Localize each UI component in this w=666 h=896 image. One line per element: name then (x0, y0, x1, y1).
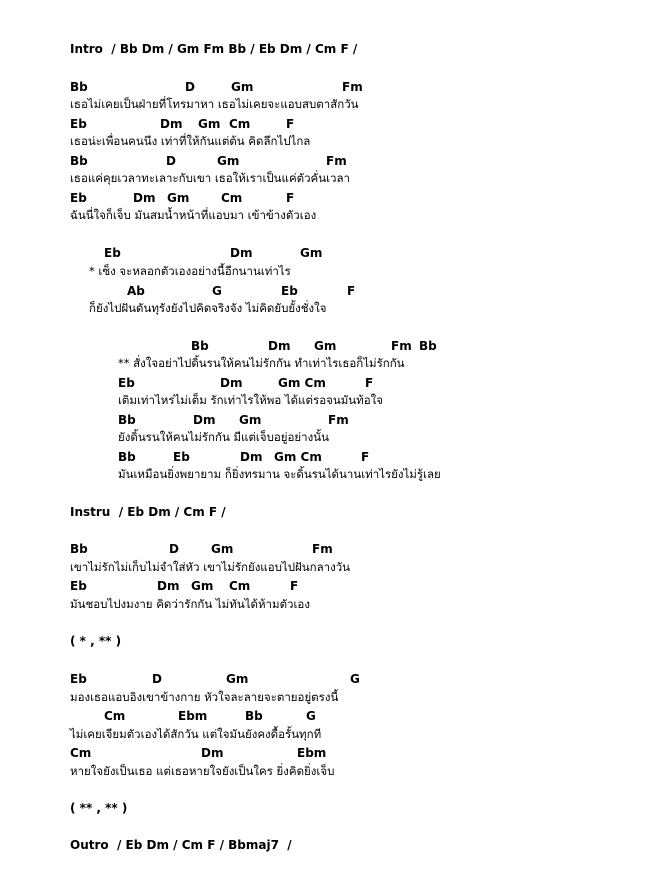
instru-line: Instru / Eb Dm / Cm F / (70, 505, 226, 519)
chord: Eb (281, 284, 298, 298)
chord: F (290, 579, 299, 593)
lyric-line: เติมเท่าไหร่ไม่เต็ม รักเท่าไรให้พอ ได้แต่รอจนมันท้อใจ (118, 393, 383, 407)
chord: Bb (70, 80, 88, 94)
chord: Eb (70, 191, 87, 205)
lyric-line: มันเหมือนยิ่งพยายาม ก็ยิ่งทรมาน จะดิ้นรนได้นานเท่าไรยังไม่รู้เลย (118, 467, 441, 481)
chord: D (152, 672, 162, 686)
chord: Gm (217, 154, 240, 168)
chord: Gm (300, 246, 323, 260)
chord: Ebm (297, 746, 327, 760)
chord: Dm (157, 579, 180, 593)
lyric-line: เธอแค่คุยเวลาทะเลาะกับเขา เธอให้เราเป็นแค่ตัวคั่นเวลา (70, 171, 351, 185)
chord: Cm (229, 579, 251, 593)
chord: Dm (240, 450, 263, 464)
chord: Bb (118, 450, 136, 464)
chord: F (365, 376, 374, 390)
chord: Gm (231, 80, 254, 94)
chord: Fm (342, 80, 363, 94)
repeat-line: ( * , ** ) (70, 634, 122, 648)
chord: Gm (226, 672, 249, 686)
chord: Cm (104, 709, 126, 723)
chord: Gm (239, 413, 262, 427)
chord: Fm (312, 542, 333, 556)
chord: Eb (70, 117, 87, 131)
chord: Fm (326, 154, 347, 168)
chord: Cm (221, 191, 243, 205)
chord: D (169, 542, 179, 556)
lyric-line: ก็ยังไปฝันดันทุรังยังไปคิดจริงจัง ไม่คิดยับยั้งชั่งใจ (89, 301, 327, 315)
chord: G (212, 284, 222, 298)
chord: F (347, 284, 356, 298)
chord: Bb (118, 413, 136, 427)
chord: Bb (191, 339, 209, 353)
lyric-line: ไม่เคยเจียมตัวเองได้สักวัน แต่ใจมันยังคงดื้อรั้นทุกที (70, 727, 322, 741)
chord: Cm (229, 117, 251, 131)
chord: Dm (230, 246, 253, 260)
lyric-line: * เซ็ง จะหลอกตัวเองอย่างนี้อีกนานเท่าไร (89, 264, 291, 278)
lyric-line: เธอไม่เคยเป็นฝ่ายที่โทรมาหา เธอไม่เคยจะแอบสบตาสักวัน (70, 97, 359, 111)
lyric-line: ยังดิ้นรนให้คนไม่รักกัน มีแต่เจ็บอยู่อย่างนั้น (118, 430, 329, 444)
chord: F (361, 450, 370, 464)
chord: Eb (70, 672, 87, 686)
chord: Eb (104, 246, 121, 260)
chord: Gm (211, 542, 234, 556)
chord: Fm (391, 339, 412, 353)
chord: Cm (70, 746, 92, 760)
lyric-line: ** สั่งใจอย่าไปดิ้นรนให้คนไม่รักกัน ทำเท่าไรเธอก็ไม่รักกัน (118, 356, 405, 370)
chord: Ab (127, 284, 145, 298)
lyric-line: เขาไม่รักไม่เก็บไม่จำใส่หัว เขาไม่รักยังแอบไปฝันกลางวัน (70, 560, 351, 574)
chord: Dm (193, 413, 216, 427)
chord: Gm (314, 339, 337, 353)
chord: Dm (201, 746, 224, 760)
chord: Gm Cm (274, 450, 322, 464)
chord: Fm (328, 413, 349, 427)
chord: Bb (245, 709, 263, 723)
chord: Gm (198, 117, 221, 131)
chord: Ebm (178, 709, 208, 723)
chord: Eb (173, 450, 190, 464)
chord: Bb (70, 154, 88, 168)
chord: G (306, 709, 316, 723)
chord: Eb (70, 579, 87, 593)
chord: Gm Cm (278, 376, 326, 390)
lyric-line: หายใจยังเป็นเธอ แต่เธอหายใจยังเป็นใคร ยิ่งคิดยิ่งเจ็บ (70, 764, 335, 778)
lyric-line: มันชอบไปงมงาย คิดว่ารักกัน ไม่ทันได้ห้ามตัวเอง (70, 597, 310, 611)
chord: Dm (268, 339, 291, 353)
chord: Bb (419, 339, 437, 353)
chord: F (286, 117, 295, 131)
lyric-line: เธอน่ะเพื่อนคนนึง เท่าที่ให้กันแต่ต้น คิดลึกไปไกล (70, 134, 311, 148)
intro-line: Intro / Bb Dm / Gm Fm Bb / Eb Dm / Cm F / (70, 42, 358, 56)
chord: Eb (118, 376, 135, 390)
chord: D (166, 154, 176, 168)
chord: F (286, 191, 295, 205)
chord: Gm (167, 191, 190, 205)
lyric-line: มองเธอแอบอิงเขาข้างกาย หัวใจละลายจะตายอยู่ตรงนี้ (70, 690, 339, 704)
chord: Dm (220, 376, 243, 390)
chord: Dm (133, 191, 156, 205)
chord: G (350, 672, 360, 686)
chord: Bb (70, 542, 88, 556)
repeat-line: ( ** , ** ) (70, 801, 128, 815)
chord: D (185, 80, 195, 94)
chord: Dm (160, 117, 183, 131)
outro-line: Outro / Eb Dm / Cm F / Bbmaj7 / (70, 838, 292, 852)
chord: Gm (191, 579, 214, 593)
lyric-line: ฉันนี่ใจก็เจ็บ มันสมน้ำหน้าที่แอบมา เข้าข้างตัวเอง (70, 208, 317, 222)
